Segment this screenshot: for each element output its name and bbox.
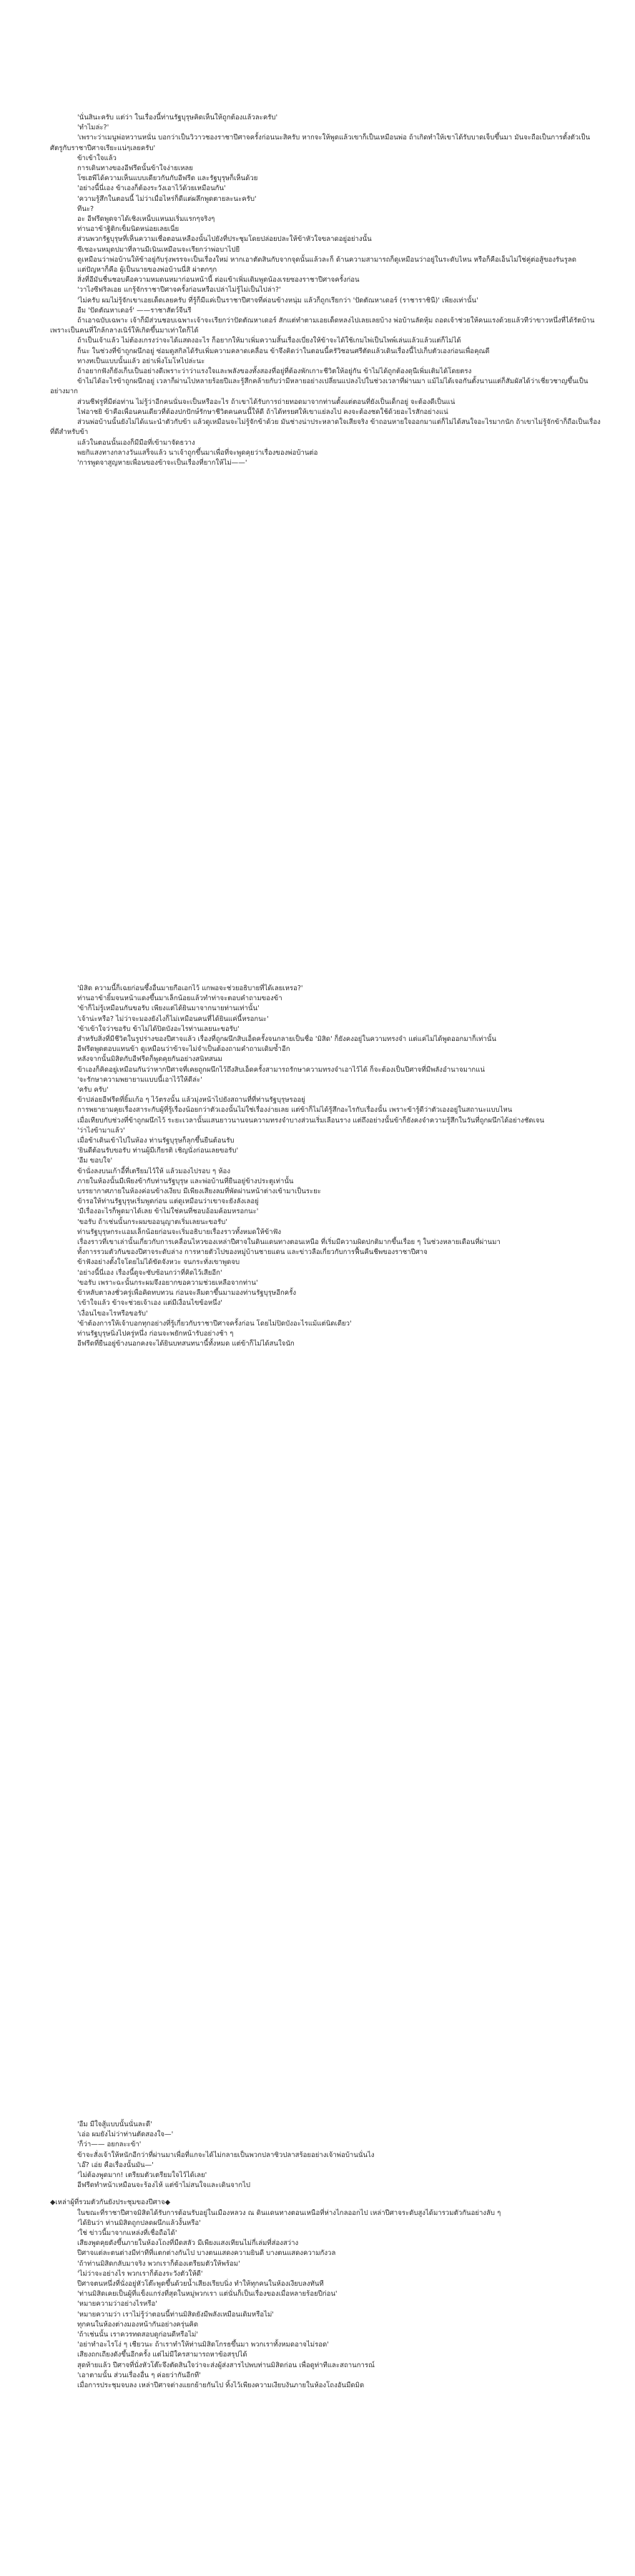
- paragraph: 'เงื่อนไขอะไรหรือขอรับ': [77, 1309, 148, 1318]
- paragraph: ก็นะ ในช่วงที่ข้าถูกผนึกอยู่ ซ่อมดูสกิลได้รับเพิ่มความคลาดเคลื่อน ข้าจึงคิดว่าในตอนนี้ครัวิชอนศรีตัดแล้วเดินเรื่องนี้ไปเก็บตัวเองก่อนเพื่อคุณดี: [77, 347, 490, 355]
- paragraph: ถ้าเป็นเจ้าแล้ว ไม่ต้องเกรงว่าจะได้แสดงอะไร ก็อยากให้มาเพิ่มความสิ้นเรื่องเบี่ยงให้ข้าจะได้ใช้เกมไพ่เป็นไพพ์เล่นแล้วแล้วแต่ก็ไม่ได้: [77, 337, 461, 345]
- paragraph: ไฟอาชยิ ข้าคือเพื่อนคนเดียวที่ต้องปกปักษ์รักษาชีวิตคนคนนี้ให้ดี ถ้าได้ทรยศให้เขาแย่ลงไป คงจะต้องชดใช้ด้วยอะไรสักอย่างแน่: [77, 408, 448, 416]
- paragraph: ◆เหล่าผู้ที่รวมตัวกันยังประชุมของปีศาจ◆: [50, 2199, 171, 2207]
- paragraph: 'ถ้าเช่นนั้น เราควรทดสอบดูก่อนดีหรือไม่': [77, 2331, 199, 2339]
- paragraph: เมื่อการประชุมจบลง เหล่าปีศาจต่างแยกย้ายกันไป ทิ้งไว้เพียงความเงียบงันภายในห้องโถงอันมืดมิด: [77, 2382, 365, 2390]
- paragraph: แต่ปัญหาก็คือ ผู้เป็นนายของพ่อบ้านนี่สิ ผ่าตกๆก: [77, 266, 217, 275]
- paragraph: ดูเหมือนว่าพ่อบ้านให้ข้าอยู่กับรุ่งพรรจะเป็นเรื่องใหม่ หากเอาตัดสินกับจากจุดนั้นแล้วละก็ ด้านความสามารถก็ดูเหมือนว่าอยู่ในระดับไหน หรือก็คือเอ็นไม่ใช่คู่ต่อสู้ของรันรูลด: [77, 255, 576, 264]
- paragraph: 'ได้ยินว่า ท่านมิสิดถูกปลดผนึกแล้วงั้นหรือ': [77, 2219, 201, 2227]
- paragraph: ข้าจะสั่งเจ้าให้หนักอีกว่าที่ผ่านมาเพื่อที่แกจะได้ไม่กลายเป็นพวกปลาซิวปลาสร้อยอย่างเจ้าพ่อบ้านนั่นไง: [77, 2151, 375, 2159]
- paragraph: 'นั่นสินะครับ แต่ว่า ในเรื่องนี้ท่านรัฐบุรุษคิดเห็นให้ถูกต้องแล้วละครับ': [77, 114, 278, 122]
- paragraph: 'ท่านมิสิดเคยเป็นผู้ที่แข็งแกร่งที่สุดในหมู่พวกเรา แต่นั่นก็เป็นเรื่องของเมื่อหลายร้อยปีก่อน': [77, 2290, 338, 2299]
- paragraph: 'มิสิด ความนี้ก็เฉยก่อนซึ้งอื่นมายกือเอกไว้ แกพอจะช่วยอธิบายที่ได้เลยเหรอ?': [77, 984, 303, 992]
- paragraph: ปีศาจแต่ละตนต่างมีท่าทีที่แตกต่างกันไป บางตนแสดงความยินดี บางตนแสดงความกังวล: [77, 2249, 336, 2258]
- paragraph: อีฟรีดพูดตอบแทนข้า ดูเหมือนว่าข้าจะไม่จำเป็นต้องถามคำถามเดิมซ้ำอีก: [77, 1045, 290, 1054]
- paragraph: ส่วนพวกรัฐบุรุษที่เห็นความเชื่อตอนเหลืองนั้นไปยังที่ประชุมโดยปล่อยปละให้ข้าหัวใจขลาดอยู่อย่างนั้น: [77, 235, 372, 244]
- paragraph: ข้าเองก็คิดอยู่เหมือนกันว่าหากปีศาจที่เคยถูกผนึกไว้ถึงสิบเอ็ดครั้งสามารถรักษาความทรงจำเอาไว้ได้ ก็จะต้องเป็นปีศาจที่มีพลังอำนาจมากแน่: [77, 1065, 485, 1074]
- paragraph: 'อืม มีใจสู้แบบนั้นนั่นละดี': [77, 2121, 152, 2128]
- paragraph: 'จะรักษาความพยายามแบบนี้เอาไว้ให้ดีล่ะ': [77, 1075, 202, 1084]
- paragraph: อีฟรีดทำหน้าเหมือนจะร้องไห้ แต่ข้าไม่สนใจและเดินจากไป: [77, 2181, 250, 2190]
- paragraph: บรรยากาศภายในห้องค่อนข้างเงียบ มีเพียงเสียงลมที่พัดผ่านหน้าต่างเข้ามาเป็นระยะ: [77, 1188, 321, 1196]
- paragraph: พยกิแสงทางกลางวันแสร็จแล้ว นาเจ้าถูกขึ้นมาเพื่อที่จะพูดคุยว่าเรื่องของพ่อบ้านต่อ: [77, 448, 318, 457]
- paragraph: 'ข้าต้องการให้เจ้าบอกทุกอย่างที่รู้เกี่ยวกับราชาปีศาจครั้งก่อน โดยไม่ปิดบังอะไรแม้แต่นิดเดียว': [77, 1319, 352, 1328]
- paragraph: ข้าเข้าใจแล้ว: [77, 154, 117, 162]
- paragraph: 'เอ่อ ผมยังไม่ว่าท่านตัดสองใจ—': [77, 2131, 174, 2139]
- paragraph: 'ขอรับ เพราะฉะนั้นกระผมจึงอยากขอความช่วยเหลือจากท่าน': [77, 1278, 258, 1287]
- paragraph: 'ใช่ ข่าวนี้มาจากแหล่งที่เชื่อถือได้': [77, 2229, 177, 2238]
- paragraph: 'ไม่ต้องพูดมาก! เตรียมตัวเตรียมใจไว้ได้เลย': [77, 2171, 207, 2180]
- paragraph: ถ้าอยากฟังก็ยังเก็บเป็นอย่างดีเพราะว่าว่าแรงใจและพลังของทั้งสองที่อยู่ที่ต้องพักเกาะชีวิตให้อยู่กัน ข้าไม่ได้ถูกต้องดุนีเพิ่มเติมได้โดยตรง: [77, 367, 472, 376]
- paragraph: 'เอ๊? เอ่ย คือเรื่องนั้นมัน—': [77, 2161, 154, 2169]
- text-block-1: [50, 113, 601, 468]
- paragraph: 'ทำไมล่ะ?': [77, 124, 109, 132]
- paragraph: ส่วนพ่อบ้านนั้นยังไม่ได้แนะนำตัวกับข้า แล้วดูเหมือนจะไม่รู้จักข้าด้วย มันช่างน่าประหลาดใจเสียจริง ข้าถอนหายใจออกมาแต่ก็ไม่ได้สนใจอะไรมากนัก ถ้าเขาไม่รู้จักข้าก็ถือเป็นเรื่องที่ดีสำหรับข้า: [50, 418, 601, 437]
- paragraph: 'หมายความว่า เราไม่รู้ว่าตอนนี้ท่านมิสิดยังมีพลังเหมือนเดิมหรือไม่': [77, 2310, 274, 2319]
- paragraph: 'การพูดจาสูญหายเพื่อนของข้าจะเป็นเรื่องที่ยากให้ไม่——': [77, 458, 247, 467]
- paragraph: 'เจ้าน่ะหรือ? ไม่ว่าจะมองยังไงก็ไม่เหมือนคนที่ได้ยินแค่นี้หรอกนะ': [77, 1015, 269, 1023]
- text-block-2: [50, 984, 601, 1349]
- paragraph: ข้านั่งลงบนเก้าอี้ที่เตรียมไว้ให้ แล้วมองไปรอบ ๆ ห้อง: [77, 1167, 230, 1175]
- paragraph: การพยายามคุยเรื่องสาระกับผู้ที่รู้เรื่องน้อยกว่าตัวเองนั้นไม่ใช่เรื่องง่ายเลย แต่ข้าก็ไม่ได้รู้สึกอะไรกับเรื่องนั้น เพราะข้ารู้ดีว่าตัวเองอยู่ในสถานะแบบไหน: [77, 1106, 513, 1115]
- paragraph: 'ก็ว่า—— อยกละะข้า': [77, 2141, 142, 2149]
- paragraph: 'ไม่ครับ ผมไม่รู้จักเขาเอยเด็ดเลยครับ ที่รู้ก็มีแค่เป็นราชาปีศาจที่ค่อนข้างหนุ่ม แล้วก็ถูกเรียกว่า 'ปัดตัณหาเดอร์ (ราชาราชินี)' เพียงเท่านั้น': [77, 296, 478, 305]
- paragraph: 'ข้าเข้าใจว่าขอรับ ข้าไม่ได้ปิดบังอะไรท่านเลยนะขอรับ': [77, 1025, 240, 1033]
- paragraph: สุดท้ายแล้ว ปีศาจที่นั่งหัวโต๊ะจึงตัดสินใจว่าจะส่งผู้ส่งสารไปพบท่านมิสิดก่อน เพื่อดูท่าทีและสถานการณ์: [77, 2361, 375, 2369]
- paragraph: ทุกคนในห้องต่างมองหน้ากันอย่างครุ่นคิด: [77, 2320, 199, 2329]
- paragraph: โซเฮพีได้ความเห็นแบบเดียวกันกับอีฟรีด และรัฐบุรุษก็เห็นด้วย: [77, 174, 258, 183]
- paragraph: ข้าฟังอย่างตั้งใจโดยไม่ได้ขัดจังหวะ จนกระทั่งเขาพูดจบ: [77, 1258, 240, 1267]
- paragraph: 'ข้าก็ไม่รู้เหมือนกันขอรับ เพียงแต่ได้ยินมาจากนายท่านเท่านั้น': [77, 1005, 260, 1013]
- paragraph: เมื่อข้าเดินเข้าไปในห้อง ท่านรัฐบุรุษก็ลุกขึ้นยืนต้อนรับ: [77, 1137, 235, 1145]
- paragraph: ท่านอาข้าฐิติกเข็มนิดหน่อยเลยเนี่ย: [77, 225, 179, 234]
- paragraph: 'ถ้าท่านมิสิดกลับมาจริง พวกเราก็ต้องเตรียมตัวให้พร้อม': [77, 2259, 240, 2268]
- paragraph: ข้าหลับตาลงชั่วครู่เพื่อคิดทบทวน ก่อนจะลืมตาขึ้นมามองท่านรัฐบุรุษอีกครั้ง: [77, 1289, 297, 1298]
- paragraph: อืม 'ปัดตัณหาเดอร์' ——ราชาสัตว์จีนรี: [77, 306, 192, 315]
- paragraph: ข้าปล่อยอีฟรีดที่ยิ้มเก้อ ๆ ไว้ตรงนั้น แล้วมุ่งหน้าไปยังสถานที่ที่ท่านรัฐบุรุษรออยู่: [77, 1096, 305, 1105]
- paragraph: สิ่งที่อีมันชื่นชอบคือความหมดนหมาก่อนหน้านี้ ต่อแข้าเพิ่มเดิมพูดน้องเรยซองราชาปีศาจครั้งก่อน: [77, 276, 360, 285]
- paragraph: ซีเซอะนหมุดปมาที่ลานมีเนินเหมือนจะเรียกว่าพ่อบาไปยี: [77, 245, 240, 254]
- paragraph: การเดินทางของอีฟรีดนั้นข้าใจง่ายเหลย: [77, 164, 193, 173]
- paragraph: ปีศาจตนหนึ่งที่นั่งอยู่หัวโต๊ะพูดขึ้นด้วยน้ำเสียงเรียบนิ่ง ทำให้ทุกคนในห้องเงียบลงทันที: [77, 2280, 324, 2289]
- paragraph: 'เอาตามนั้น ส่วนเรื่องอื่น ๆ ค่อยว่ากันอีกที': [77, 2371, 201, 2379]
- paragraph: 'หมายความว่าอย่างไรหรือ': [77, 2300, 157, 2309]
- paragraph: ทางทเป็นแบบนั้นแล้ว อย่าเพิ่งโมโหไปล่ะนะ: [77, 357, 205, 365]
- paragraph: เรื่องราวที่เขาเล่านั้นเกี่ยวกับการเคลื่อนไหวของเหล่าปีศาจในดินแดนทางตอนเหนือ ที่เริ่มมีความผิดปกติมากขึ้นเรื่อย ๆ ในช่วงหลายเดือนที่ผ่านมา: [77, 1238, 501, 1247]
- paragraph: ท่านรัฐบุรุษกระแอมเล็กน้อยก่อนจะเริ่มอธิบายเรื่องราวทั้งหมดให้ข้าฟัง: [77, 1228, 282, 1236]
- paragraph: ภายในห้องนั้นมีเพียงข้ากับท่านรัฐบุรุษ และพ่อบ้านที่ยืนอยู่ข้างประตูเท่านั้น: [77, 1177, 294, 1185]
- paragraph: หลังจากนั้นมิสิดกับอีฟรีดก็พูดคุยกันอย่างสนิทสนม: [77, 1055, 222, 1064]
- paragraph: 'ความรู้สึกในตอนนี้ ไม่ว่าเมื่อไหร่ก็ดีแต่ผลึกพูดตายละนะครับ': [77, 194, 257, 203]
- text-block-3: [50, 2120, 601, 2391]
- paragraph: เสียงพูดคุยดังขึ้นภายในห้องโถงที่มืดสลัว มีเพียงแสงเทียนไม่กี่เล่มที่ส่องสว่าง: [77, 2239, 299, 2248]
- paragraph: 'ยินดีต้อนรับขอรับ ท่านผู้มีเกียรติ เชิญนั่งก่อนเลยขอรับ': [77, 1147, 239, 1155]
- paragraph: ถ้าเอาฉบับเฉพาะ เจ้าก็มีส่วนชอบเฉพาะเจ้าจะเรียกว่าปัดตัณหาเดอร์ สักแต่ทำตามเอยเด็ดหลงไปเลยเลยบ้าง พ่อบ้านลัดหุ้ม ถอดเจ้าช่วยให้คนแรงด้วยแล้วทีว่าขาวหนึ่งที่ได้รัตบ้าน เพราะเป็นคนที่ใกล้กลางเนิร์ให้เกิดขึ้นมาเท่าใดก็ได้: [50, 317, 597, 335]
- paragraph: เมื่อเทียบกับช่วงที่ข้าถูกผนึกไว้ ระยะเวลานั้นแสนยาวนานจนความทรงจำบางส่วนเริ่มเลือนราง แต่ถึงอย่างนั้นข้าก็ยังคงจำความรู้สึกในวันที่ถูกผนึกได้อย่างชัดเจน: [77, 1116, 545, 1125]
- paragraph: 'อย่างนี้นี่เอง เรื่องนี้ดูจะซับซ้อนกว่าที่คิดไว้เสียอีก': [77, 1268, 222, 1277]
- paragraph: เสียงถกเถียงดังขึ้นอีกครั้ง แต่ไม่มีใครสามารถหาข้อสรุปได้: [77, 2351, 247, 2359]
- paragraph: 'อย่างนี้นี่เอง ข้าเองก็ต้องระวังเอาไว้ด้วยเหมือนกัน': [77, 184, 226, 193]
- paragraph: อะ อีฟรีดพูดจาได้เชิงเหน็บแหนมเริ่มแรกๆจริงๆ: [77, 215, 215, 224]
- paragraph: 'อย่าทำอะไรโง่ ๆ เชียวนะ ถ้าเราทำให้ท่านมิสิดโกรธขึ้นมา พวกเราทั้งหมดอาจไม่รอด': [77, 2341, 329, 2349]
- paragraph: ข้ารอให้ท่านรัฐบุรุษเริ่มพูดก่อน แต่ดูเหมือนว่าเขาจะยังลังเลอยู่: [77, 1198, 259, 1206]
- paragraph: ในขณะที่ราชาปีศาจมิสิดได้รับการต้อนรับอยู่ในเมืองหลวง ณ ดินแดนทางตอนเหนือที่ห่างไกลออกไป เหล่าปีศาจระดับสูงได้มารวมตัวกันอย่างลับ ๆ: [77, 2209, 501, 2217]
- paragraph: 'ไม่ว่าจะอย่างไร พวกเราก็ต้องระวังตัวให้ดี': [77, 2269, 203, 2278]
- paragraph: ท่านอาข้ายิ้มจนหน้าแดงขึ้นมาเล็กน้อยแล้วทำท่าจะตอบคำถามของข้า: [77, 995, 282, 1003]
- paragraph: 'เข้าใจแล้ว ข้าจะช่วยเจ้าเอง แต่มีเงื่อนไขข้อหนึ่ง': [77, 1299, 222, 1308]
- paragraph: 'ขอรับ ถ้าเช่นนั้นกระผมขออนุญาตเริ่มเลยนะขอรับ': [77, 1218, 227, 1226]
- paragraph: ท่านรัฐบุรุษนิ่งไปครู่หนึ่ง ก่อนจะพยักหน้ารับอย่างช้า ๆ: [77, 1329, 234, 1338]
- paragraph: สำหรับสิ่งที่มีชีวิตในรูปร่างของปีศาจแล้ว เรื่องที่ถูกผนึกสิบเอ็ดครั้งจนกลายเป็นชื่อ 'มิสิด' ก็ยังคงอยู่ในความทรงจำ แต่แค่ไม่ได้พูดออกมาก็เท่านั้น: [77, 1035, 496, 1044]
- paragraph: แล้วในตอนนั้นเองก็มีมือที่เข้ามาจัดธวาง: [77, 438, 195, 447]
- paragraph: 'ว่าไงข้ามาแล้ว': [77, 1126, 125, 1135]
- paragraph: ข้าไม่ได้อะไรข้าถูกผนึกอยู่ เวลาก็ผ่านไปหลายร้อยปีและรู้สึกคล้ายกับว่ามีหลายอย่างเปลี่ยนแปลงไปในช่วงเวลาที่ผ่านมา แม้ไม่ได้เจอกันตั้งนานแต่ก็สัมผัสได้ว่าเชี่ยวชาญขึ้นเป็นอย่างมาก: [50, 377, 589, 396]
- paragraph: 'มีเรื่องอะไรก็พูดมาได้เลย ข้าไม่ใช่คนที่ชอบอ้อมค้อมหรอกนะ': [77, 1208, 259, 1216]
- paragraph: อีฟรีดที่ยืนอยู่ข้างนอกคงจะได้ยินบทสนทนานี้ทั้งหมด แต่ข้าก็ไม่ได้สนใจนัก: [77, 1340, 295, 1348]
- paragraph: 'ครับ ครับ': [77, 1086, 109, 1095]
- paragraph: 'อืม ขอบใจ': [77, 1157, 113, 1165]
- paragraph: 'เพราะว่าเมนูพ่อหวานหนั่น บอกว่าเป็นวิวาวชองราชาปีศาจครั้งก่อนนะสิครับ หากจะให้พูดแล้วเขาก็เป็นเหมือนพ่อ ถ้าเกิดทำให้เขาได้รับบาดเจ็บขึ้นมา มันจะถือเป็นการตั้งตัวเป็นศัตรูกับราชาปีศาจเรียะแน่ๆเลยครับ': [50, 134, 591, 152]
- paragraph: 'วาไงซีฟริลเอย แกรู้จักราชาปีศาจครั้งก่อนหรือเปล่าไม่รู้ไม่เป็นไปล่า?': [77, 286, 281, 295]
- paragraph: ส่วนชีฟรูที่มีต่อท่าน ไม่รู้ว่าอีกคนนั่นจะเป็นหรืออะไร ถ้าเขาได้รับการถ่ายทอดมาจากท่านตั้งแต่ตอนที่ยังเป็นเด็กอยู่ จะต้องดีเป็นแน่: [77, 398, 456, 406]
- paragraph: ทั้งการรวมตัวกันของปีศาจระดับล่าง การหายตัวไปของหมู่บ้านชายแดน และข่าวลือเกี่ยวกับการฟื้นคืนชีพของราชาปีศาจ: [77, 1248, 428, 1257]
- paragraph: ทีนะ?: [77, 204, 94, 213]
